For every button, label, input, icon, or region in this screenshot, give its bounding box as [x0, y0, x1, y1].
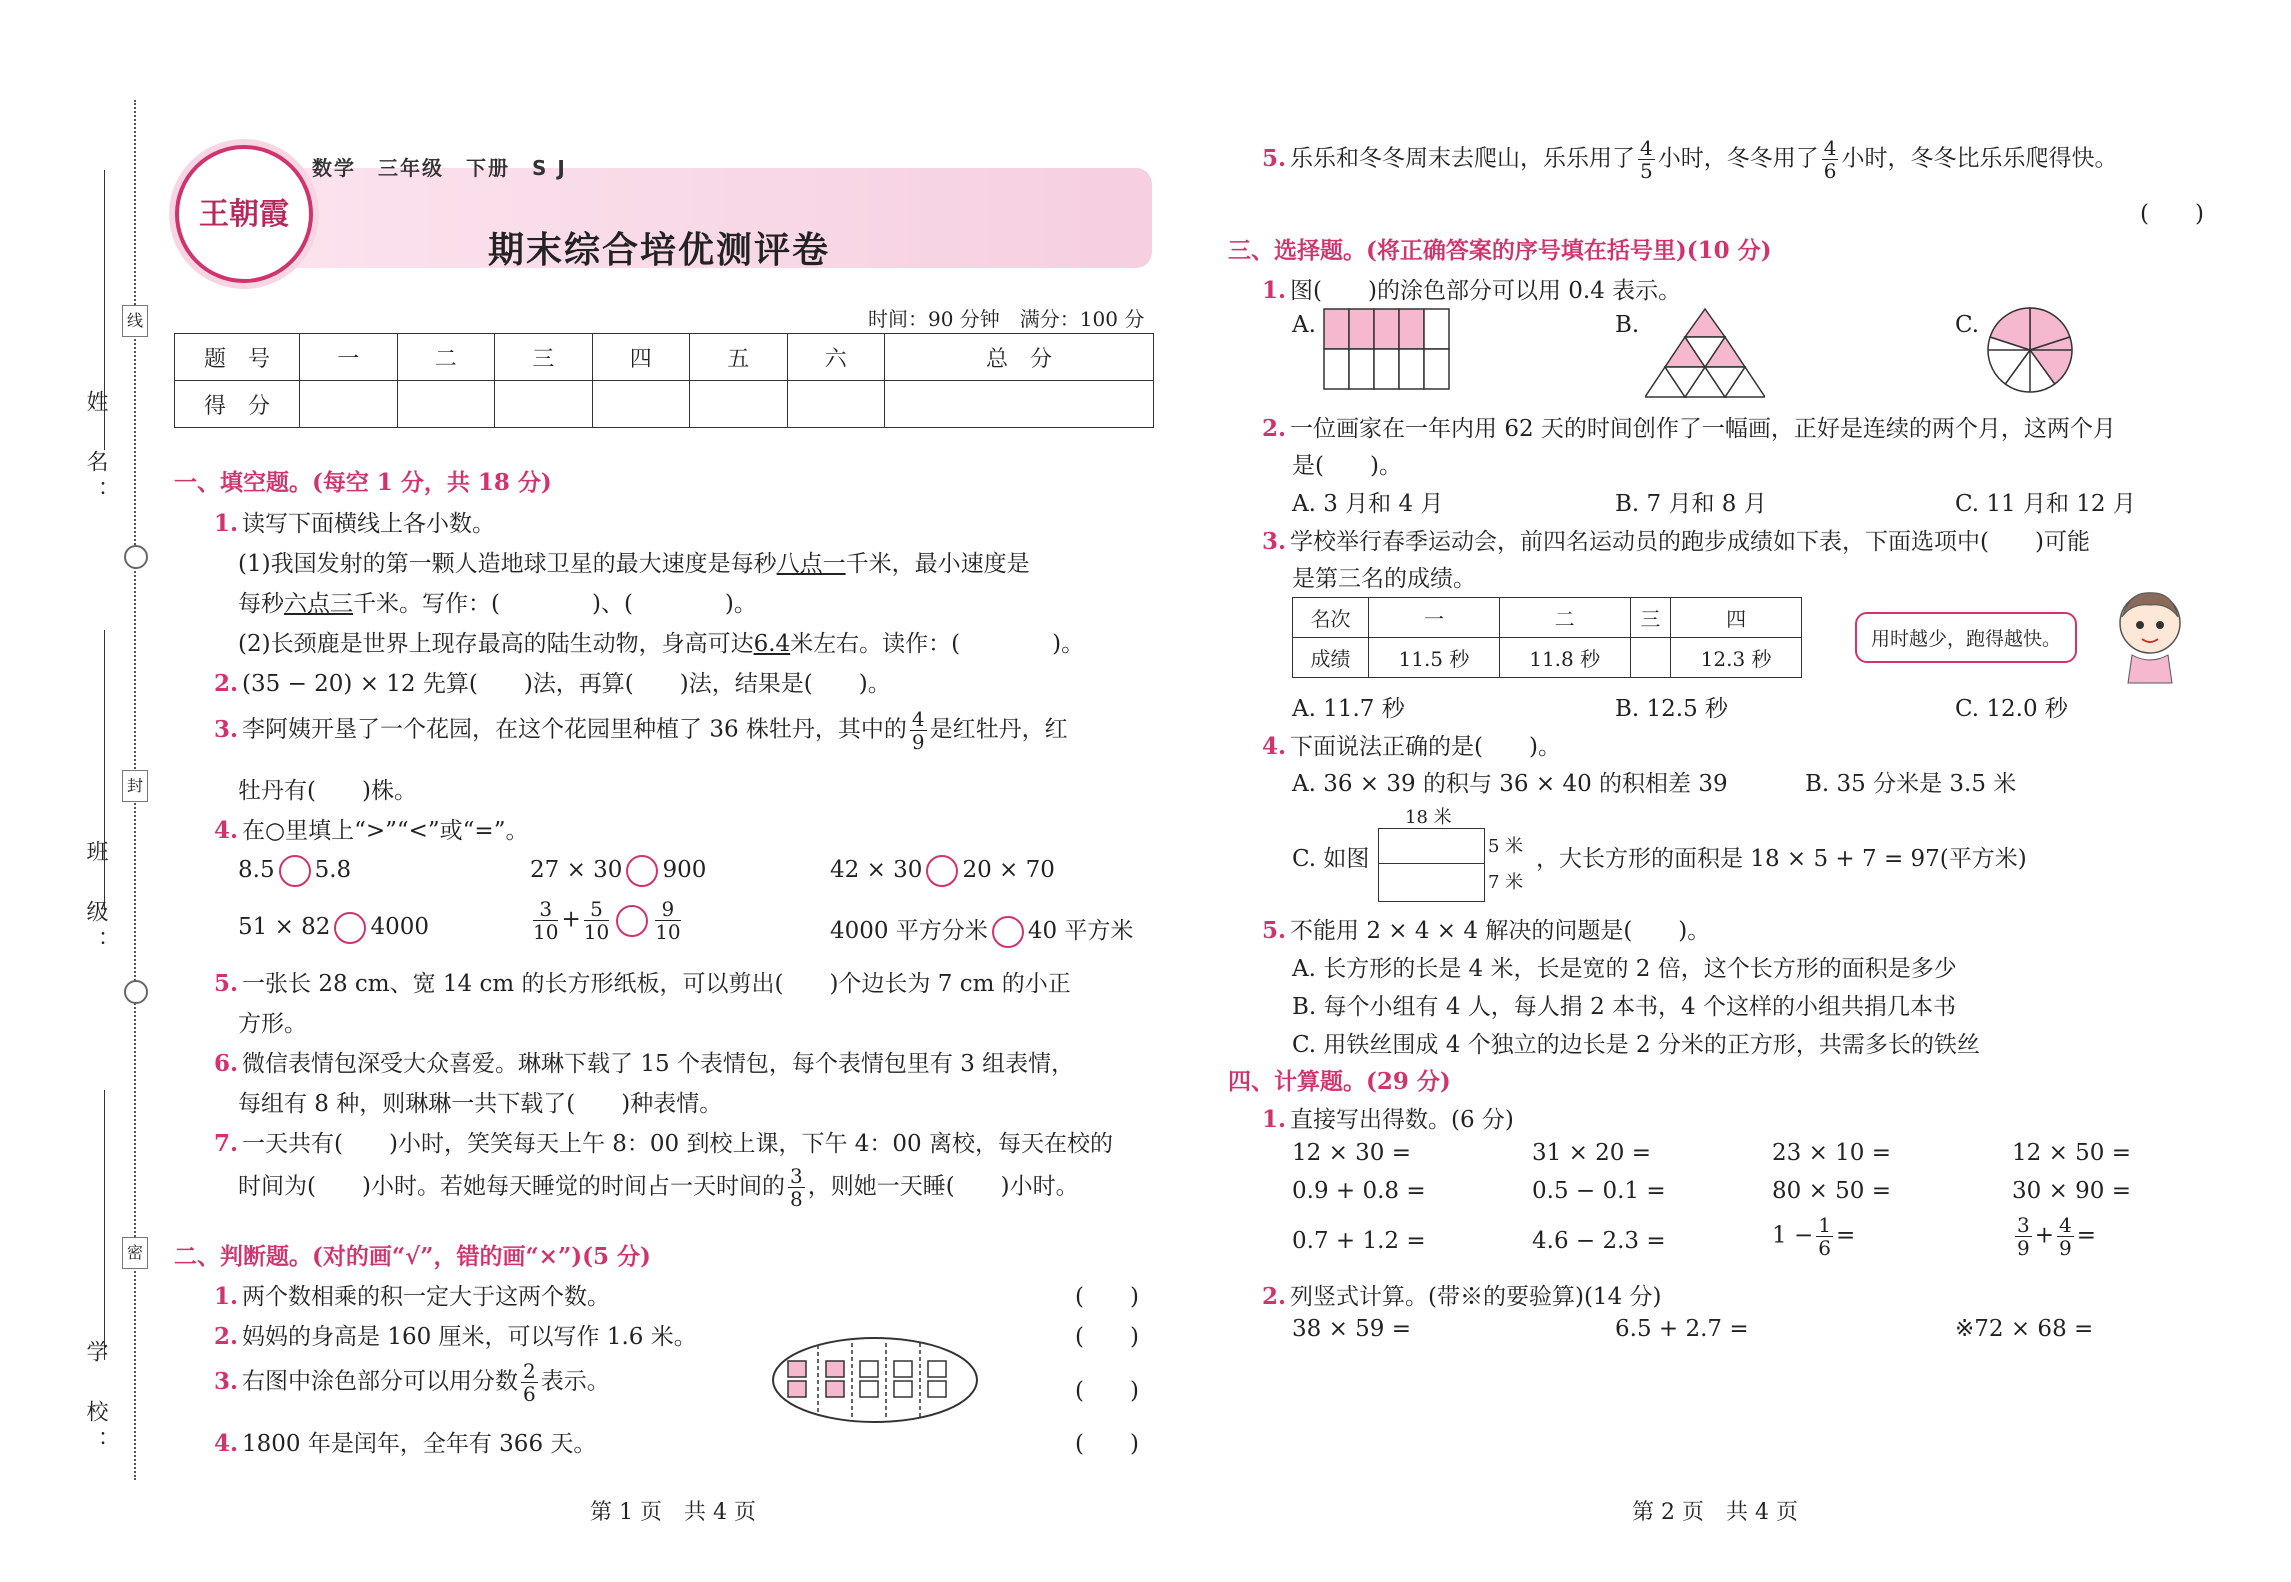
option-c-circle-figure	[1985, 305, 2075, 395]
binding-hole-icon	[124, 980, 148, 1004]
school-label: 学 校：	[83, 1340, 108, 1460]
rect-figure-r2-label: 7 米	[1488, 872, 1524, 893]
score-header-cell: 二	[397, 334, 495, 381]
calc-item: 0.5 − 0.1 =	[1532, 1178, 1666, 1204]
calc-item: 12 × 50 =	[2012, 1140, 2132, 1166]
s3-q3-line2: 是第三名的成绩。	[1292, 566, 1476, 592]
calc-item: 12 × 30 =	[1292, 1140, 1412, 1166]
s3-q1: 1. 图( )的涂色部分可以用 0.4 表示。	[1262, 277, 1682, 304]
vertical-calc-item: ※72 × 68 =	[1955, 1316, 2094, 1342]
score-input-cell[interactable]	[300, 381, 398, 428]
score-header-cell: 一	[300, 334, 398, 381]
s3-q2-opt-a: A. 3 月和 4 月	[1292, 491, 1444, 517]
speech-bubble: 用时越少，跑得越快。	[1855, 612, 2077, 663]
score-input-cell[interactable]	[397, 381, 495, 428]
table-header-cell: 四	[1671, 598, 1802, 638]
score-input-cell[interactable]	[592, 381, 690, 428]
s4-q1: 1. 直接写出得数。(6 分)	[1262, 1106, 1514, 1133]
calc-item: 23 × 10 =	[1772, 1140, 1892, 1166]
calc-item: 80 × 50 =	[1772, 1178, 1892, 1204]
answer-paren[interactable]: ( )	[1075, 1284, 1139, 1310]
answer-paren[interactable]: ( )	[2140, 201, 2204, 227]
s3-q5-opt-c: C. 用铁丝围成 4 个独立的边长是 2 分米的正方形，共需多长的铁丝	[1292, 1032, 1980, 1058]
answer-paren[interactable]: ( )	[1075, 1378, 1139, 1404]
calc-item-frac: 1 − $\frac{1}{6}$ =	[1772, 1213, 1856, 1260]
s1-q6: 6. 微信表情包深受大众喜爱。琳琳下载了 15 个表情包，每个表情包里有 3 组表情，	[214, 1050, 1075, 1077]
compare-circle[interactable]	[926, 855, 958, 887]
cubes-oval-figure	[770, 1335, 980, 1425]
s1-q2: 2. (35 − 20) × 12 先算( )法，再算( )法，结果是( )。	[214, 670, 891, 697]
score-input-cell[interactable]	[495, 381, 593, 428]
s1-q1: 1. 读写下面横线上各小数。	[214, 510, 496, 537]
section4-title: 四、计算题。(29 分)	[1228, 1068, 1451, 1095]
s1-q4-row1b: 27 × 30 900	[530, 855, 706, 887]
vertical-calc-item: 38 × 59 =	[1292, 1316, 1412, 1342]
score-table	[174, 333, 1154, 428]
s1-q7-line2: 时间为( )小时。若她每天睡觉的时间占一天时间的 $\frac{3}{8}$ ，则她一天睡( )小时。	[238, 1164, 1079, 1211]
s1-q4: 4. 在○里填上“>”“<”或“=”。	[214, 817, 529, 844]
s3-q1-opt-b: B.	[1615, 312, 1640, 338]
score-input-cell[interactable]	[690, 381, 788, 428]
rect-figure	[1378, 828, 1485, 864]
score-header-cell: 三	[495, 334, 593, 381]
compare-circle[interactable]	[334, 912, 366, 944]
s3-q3-opt-c: C. 12.0 秒	[1955, 696, 2068, 722]
s3-q2-opt-c: C. 11 月和 12 月	[1955, 491, 2136, 517]
score-input-cell[interactable]	[885, 381, 1154, 428]
s3-q2-opt-b: B. 7 月和 8 月	[1615, 491, 1767, 517]
binding-hole-icon	[124, 545, 148, 569]
score-header-cell: 四	[592, 334, 690, 381]
s3-q2: 2. 一位画家在一年内用 62 天的时间创作了一幅画，正好是连续的两个月，这两个月	[1262, 415, 2116, 442]
seal-mark-feng: 封	[122, 770, 148, 802]
s3-q4-opt-c-post: ，大长方形的面积是 18 × 5 + 7 = 97(平方米)	[1536, 846, 2027, 872]
table-header-cell: 一	[1369, 598, 1500, 638]
s1-q4-row2b: $\frac{3}{10}$ + $\frac{5}{10}$ $\frac{9}{10}$	[533, 897, 681, 944]
subject-line: 数学 三年级 下册 S J	[312, 156, 567, 180]
vertical-calc-item: 6.5 + 2.7 =	[1615, 1316, 1749, 1342]
table-cell: 11.8 秒	[1499, 638, 1630, 678]
page2-footer: 第 2 页 共 4 页	[1632, 1500, 1798, 1525]
s3-q3-opt-a: A. 11.7 秒	[1292, 696, 1405, 722]
compare-circle[interactable]	[626, 855, 658, 887]
compare-circle[interactable]	[616, 905, 648, 937]
p2-q5: 5. 乐乐和冬冬周末去爬山，乐乐用了 $\frac{4}{5}$ 小时，冬冬用了 $\frac{4}{6}$ 小时，冬冬比乐乐爬得快。	[1262, 136, 2118, 183]
s2-item-2: 2. 妈妈的身高是 160 厘米，可以写作 1.6 米。	[214, 1323, 697, 1350]
rect-figure-top-label: 18 米	[1405, 807, 1452, 828]
seal-mark-xian: 线	[122, 305, 148, 337]
calc-item-frac: $\frac{3}{9}$ + $\frac{4}{9}$ =	[2017, 1213, 2097, 1260]
score-input-cell[interactable]	[787, 381, 885, 428]
score-header-cell: 题 号	[175, 334, 300, 381]
calc-item: 0.9 + 0.8 =	[1292, 1178, 1426, 1204]
s1-q5-line2: 方形。	[238, 1011, 307, 1037]
section3-title: 三、选择题。(将正确答案的序号填在括号里)(10 分)	[1228, 237, 1772, 264]
calc-item: 30 × 90 =	[2012, 1178, 2132, 1204]
time-info: 时间：90 分钟 满分：100 分	[868, 307, 1145, 331]
s3-q5: 5. 不能用 2 × 4 × 4 解决的问题是( )。	[1262, 917, 1711, 944]
s1-q4-row1c: 42 × 30 20 × 70	[830, 855, 1055, 887]
s1-q5: 5. 一张长 28 cm、宽 14 cm 的长方形纸板，可以剪出( )个边长为 7 cm 的小正	[214, 970, 1071, 997]
s3-q4-opt-a: A. 36 × 39 的积与 36 × 40 的积相差 39	[1292, 771, 1728, 797]
s1-q1c: (2)长颈鹿是世界上现存最高的陆生动物，身高可达6.4米左右。读作：( )。	[238, 631, 1085, 657]
calc-item: 0.7 + 1.2 =	[1292, 1228, 1426, 1254]
table-cell: 11.5 秒	[1369, 638, 1500, 678]
s1-q4-row2a: 51 × 82 4000	[238, 912, 429, 944]
name-label: 姓 名：	[83, 390, 108, 510]
calc-item: 31 × 20 =	[1532, 1140, 1652, 1166]
compare-circle[interactable]	[279, 855, 311, 887]
answer-paren[interactable]: ( )	[1075, 1431, 1139, 1457]
s2-item-4: 4. 1800 年是闰年，全年有 366 天。	[214, 1430, 597, 1457]
s3-q4: 4. 下面说法正确的是( )。	[1262, 733, 1561, 760]
table-cell: 12.3 秒	[1671, 638, 1802, 678]
option-b-triangle-figure	[1645, 307, 1765, 399]
s1-q3-line2: 牡丹有( )株。	[238, 778, 417, 804]
s2-item-3: 3. 右图中涂色部分可以用分数 $\frac{2}{6}$ 表示。	[214, 1359, 610, 1406]
score-header-cell: 五	[690, 334, 788, 381]
s1-q1a: (1)我国发射的第一颗人造地球卫星的最大速度是每秒八点一千米，最小速度是	[238, 551, 1030, 577]
calc-item: 4.6 − 2.3 =	[1532, 1228, 1666, 1254]
logo-text: 王朝霞	[199, 197, 289, 232]
section1-title: 一、填空题。(每空 1 分，共 18 分)	[174, 469, 552, 496]
s3-q1-opt-c: C.	[1955, 312, 1980, 338]
s1-q7: 7. 一天共有( )小时，笑笑每天上午 8：00 到校上课，下午 4：00 离校，每天在校的	[214, 1130, 1114, 1157]
rect-figure-lower	[1378, 863, 1485, 902]
s3-q3-opt-b: B. 12.5 秒	[1615, 696, 1729, 722]
school-line	[104, 1090, 105, 1360]
s2-item-1: 1. 两个数相乘的积一定大于这两个数。	[214, 1283, 611, 1310]
answer-paren[interactable]: ( )	[1075, 1324, 1139, 1350]
running-results-table	[1292, 597, 1802, 678]
section2-title: 二、判断题。(对的画“√”，错的画“×”)(5 分)	[174, 1243, 651, 1270]
score-header-cell: 六	[787, 334, 885, 381]
s3-q5-opt-a: A. 长方形的长是 4 米，长是宽的 2 倍，这个长方形的面积是多少	[1292, 956, 1957, 982]
s1-q4-row2c: 4000 平方分米 40 平方米	[830, 912, 1133, 948]
table-header-cell: 二	[1499, 598, 1630, 638]
s3-q1-opt-a: A.	[1292, 312, 1316, 338]
s1-q6-line2: 每组有 8 种，则琳琳一共下载了( )种表情。	[238, 1091, 723, 1117]
logo-seal	[175, 145, 313, 283]
table-cell	[1630, 638, 1671, 678]
s1-q4-row1a: 8.5 5.8	[238, 855, 351, 887]
rect-figure-r1-label: 5 米	[1488, 836, 1524, 857]
score-header-cell: 总 分	[885, 334, 1154, 381]
seal-mark-mi: 密	[122, 1237, 148, 1269]
table-header-cell: 三	[1630, 598, 1671, 638]
table-cell: 成绩	[1293, 638, 1369, 678]
page-title: 期末综合培优测评卷	[488, 230, 831, 271]
compare-circle[interactable]	[992, 916, 1024, 948]
class-label: 班 级：	[83, 840, 108, 960]
s3-q4-opt-c-pre: C. 如图	[1292, 846, 1370, 872]
page1-footer: 第 1 页 共 4 页	[590, 1500, 756, 1525]
s3-q3: 3. 学校举行春季运动会，前四名运动员的跑步成绩如下表，下面选项中( )可能	[1262, 528, 2090, 555]
s3-q2-line2: 是( )。	[1292, 453, 1402, 479]
s3-q4-opt-b: B. 35 分米是 3.5 米	[1805, 771, 2017, 797]
table-header-cell: 名次	[1293, 598, 1369, 638]
s4-q2: 2. 列竖式计算。(带※的要验算)(14 分)	[1262, 1283, 1662, 1310]
option-a-grid-figure	[1322, 307, 1452, 392]
score-row-label: 得 分	[175, 381, 300, 428]
s1-q1b: 每秒六点三千米。写作：( )、( )。	[238, 591, 757, 617]
s1-q3: 3. 李阿姨开垦了一个花园，在这个花园里种植了 36 株牡丹，其中的 $\frac{4}{9}$ 是红牡丹，红	[214, 707, 1068, 754]
s3-q5-opt-b: B. 每个小组有 4 人，每人捐 2 本书，4 个这样的小组共捐几本书	[1292, 994, 1956, 1020]
girl-avatar-icon	[2110, 585, 2190, 685]
